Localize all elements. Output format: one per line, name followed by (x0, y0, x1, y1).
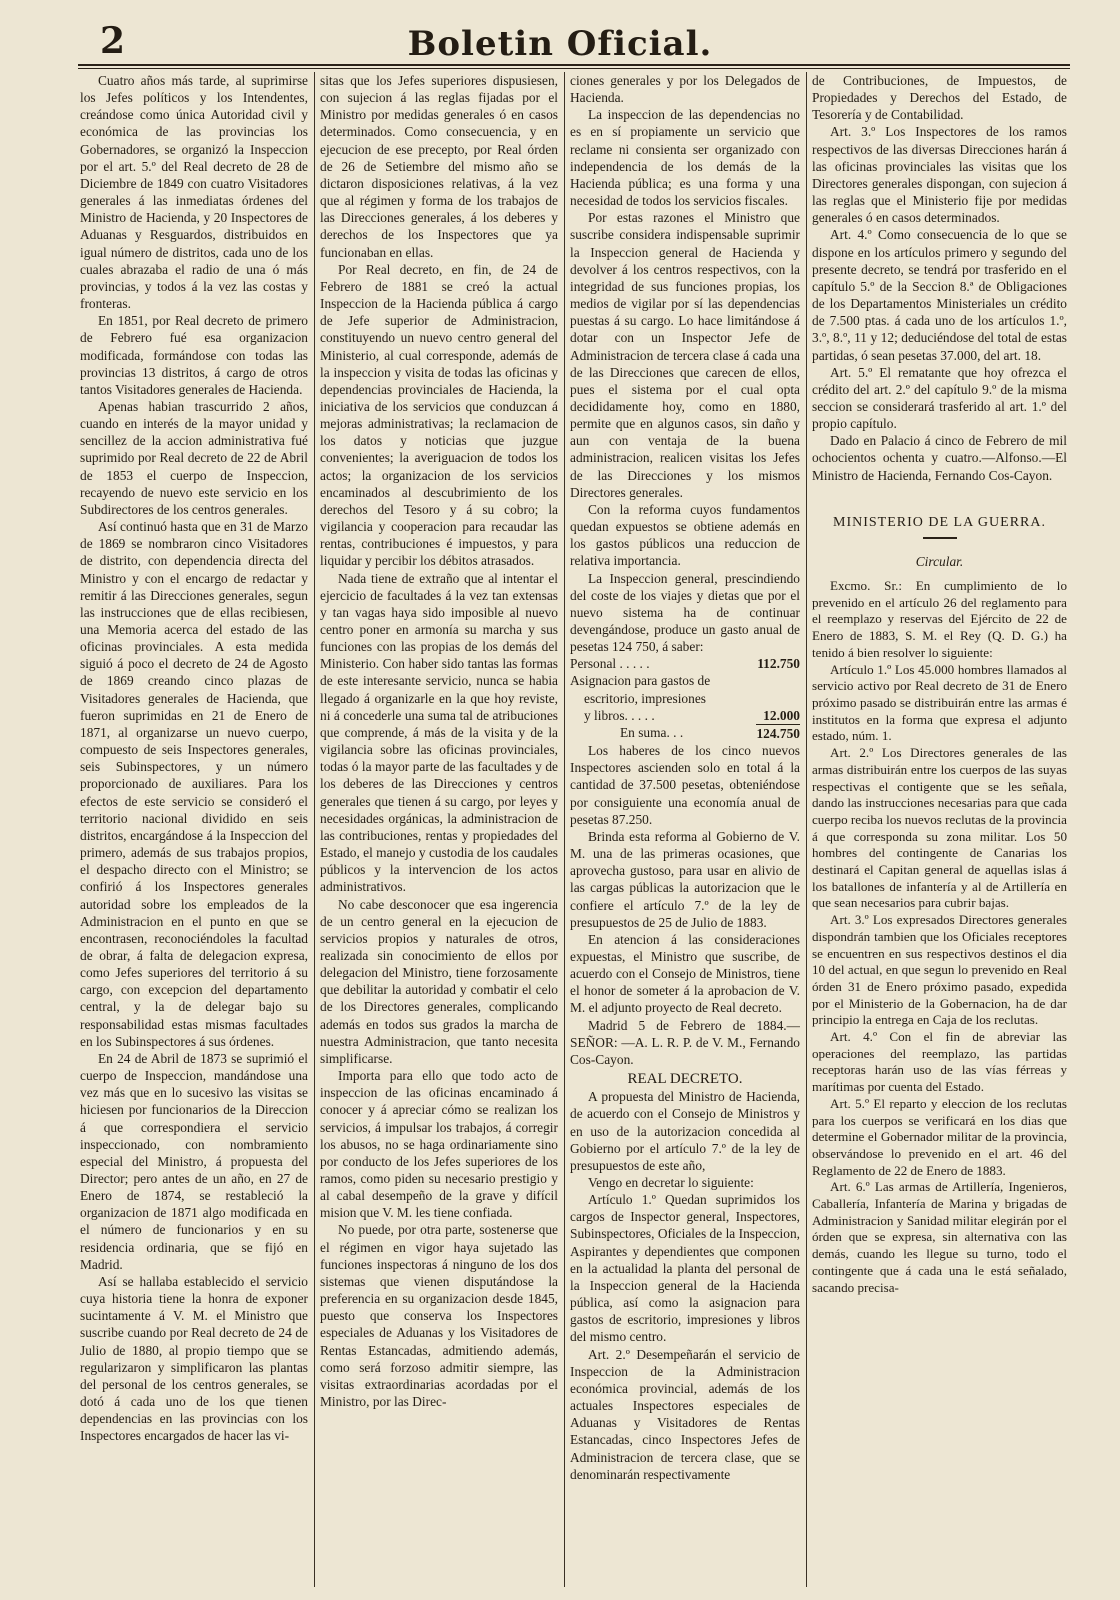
ledger-row (570, 707, 800, 724)
paragraph: Art. 5.º El reparto y eleccion de los reclutas para los cuerpos se verificará en los dias que determine el Gobernador militar de la provincia, observándose lo prevenido en el art. 46 del Reglamento de 22 de Enero de 1883. (812, 1095, 1067, 1178)
ledger-label: y libros. . . . . (584, 707, 655, 723)
paragraph: Importa para ello que todo acto de inspeccion de las oficinas encaminado á conocer y á apreciar cómo se realizan los servicios, á impulsar los trabajos, á corregir los abusos, no se haga ordinariamente sino por conducto de los Jefes superiores de los ramos, como piden su necesario prestigio y al cabal desempeño de la grave y difícil mision que V. M. les tiene confiada. (320, 1068, 558, 1221)
paragraph: Así continuó hasta que en 31 de Marzo de 1869 se nombraron cinco Visitadores de distrito, con dependencia directa del Ministro y con el encargo de redactar y remitir á las Direcciones generales, segun las instrucciones que de ellas recibiesen, una Memoria acerca del estado de las oficinas provinciales. A esta medida siguió á poco el decreto de 24 de Agosto de 1869 creando cinco plazas de Visitadores generales de Hacienda, que fueron suprimidas en 21 de Enero de 1871, al organizarse un nuevo cuerpo, compuesto de seis Inspectores generales, seis Subinspectores, y un número proporcionado de auxiliares. Para los efectos de este servicio se consideró el territorio nacional dividido en seis distritos, encargándose á la Inspeccion del primero, además de sus trabajos propios, el despacho directo con el Ministro; se confirió á los Inspectores generales autoridad sobre los empleados de la Administracion en el punto en que se encontrasen, reconociéndoles la facultad de obrar, á falta de delegacion expresa, como Jefes superiores del territorio á su cargo, con excepcion del departamento central, y la de delegar bajo su responsabilidad estas mismas facultades en los Subinspectores á sus órdenes. (80, 519, 308, 1049)
paragraph: Apenas habian trascurrido 2 años, cuando en interés de la mayor unidad y sencillez de la accion administrativa fué suprimido por Real decreto de 22 de Abril de 1853 el cuerpo de Inspeccion, recayendo de nuevo este servicio en los Subdirectores de los centros generales. (80, 398, 308, 517)
ledger-total-row (570, 724, 800, 742)
paragraph: Madrid 5 de Febrero de 1884.—SEÑOR: —A. L. R. P. de V. M., Fernando Cos-Cayon. (570, 1017, 800, 1067)
paragraph: La inspeccion de las dependencias no es en sí propiamente un servicio que reclame ni consienta ser organizado con independencia de los demás de la Hacienda pública; es una forma y una necesidad de todos los servicios fiscales. (570, 107, 800, 209)
paragraph: de Contribuciones, de Impuestos, de Propiedades y Derechos del Estado, de Tesorería y de Contabilidad. (812, 73, 1067, 123)
paragraph: No puede, por otra parte, sostenerse que el régimen en vigor haya sujetado las funciones inspectoras á ninguno de los dos sistemas que vienen disputándose la preferencia en su organizacion desde 1845, puesto que conserva los Inspectores especiales de Aduanas y los Visitadores de Rentas Estancadas, admitiendo además, como será forzoso admitir siempre, las visitas extraordinarias acordadas por el Ministro, por las Direc- (320, 1222, 558, 1410)
column-3 (570, 72, 800, 1592)
paragraph: Art. 2.º Desempeñarán el servicio de Inspeccion de la Administracion económica provincial, además de los actuales Inspectores especiales de Aduanas y Visitadores de Rentas Estancadas, cinco Inspectores Jefes de Administracion de tercera clase, que se denominarán respectivamente (570, 1346, 800, 1482)
circular-label: Circular. (915, 553, 964, 569)
paragraph: Dado en Palacio á cinco de Febrero de mil ochocientos ochenta y cuatro.—Alfonso.—El Ministro de Hacienda, Fernando Cos-Cayon. (812, 433, 1067, 483)
paragraph: La Inspeccion general, prescindiendo del coste de los viajes y dietas que por el nuevo sistema ha de continuar devengándose, produce un gasto anual de pesetas 124 750, á saber: (570, 570, 800, 655)
ledger-label: En suma. . . (620, 724, 684, 740)
paragraph: Así se hallaba establecido el servicio cuya historia tiene la honra de exponer sucintamente á V. M. el Ministro que suscribe cuando por Real decreto de 24 de Julio de 1880, al propio tiempo que se regularizaron y simplificaron las plantas del personal de los centros generales, se dotó á cada uno de los que tienen dependencias en las provincias con los Inspectores encargados de hacer las vi- (80, 1273, 308, 1444)
paragraph: Cuatro años más tarde, al suprimirse los Jefes políticos y los Intendentes, creándose como única Autoridad civil y económica de las provincias los Gobernadores, se organizó la Inspeccion por el art. 5.º del Real decreto de 28 de Diciembre de 1849 con cuatro Visitadores generales á las inmediatas órdenes del Ministro de Hacienda, y 20 Inspectores de Aduanas y Resguardos, distribuidos en igual número de distritos, cada uno de los cuales abrazaba el radio de una ó más provincias, y todos á la vez las costas y fronteras. (80, 73, 308, 312)
page-number: 2 (100, 20, 126, 62)
paragraph: Art. 5.º El rematante que hoy ofrezca el crédito del art. 2.º del capítulo 9.º de la misma seccion se considerará trasferido al art. 1.º del propio capítulo. (812, 364, 1067, 432)
paragraph: Por Real decreto, en fin, de 24 de Febrero de 1881 se creó la actual Inspeccion de la Hacienda pública á cargo de Jefe superior de Administracion, constituyendo un nuevo centro general del Ministerio, al cual corresponde, además de la inspeccion y visita de todas las oficinas y dependencias provinciales de Hacienda, la iniciativa de los servicios que conduzcan á mejoras administrativas; la reclamacion de los datos y noticias que juzgue convenientes; la averiguacion de todos los actos; la organizacion de los servicios encaminados al descubrimiento de los derechos del Tesoro y á su cobro; la vigilancia y cooperacion para recaudar las rentas, contribuciones é impuestos, y para liquidar y percibir los débitos atrasados. (320, 261, 558, 569)
paragraph: Excmo. Sr.: En cumplimiento de lo prevenido en el artículo 26 del reglamento para el reemplazo y reservas del Ejército de 22 de Enero de 1883, S. M. el Rey (Q. D. G.) ha tenido á bien resolver lo siguiente: (812, 578, 1067, 660)
paragraph: En 24 de Abril de 1873 se suprimió el cuerpo de Inspeccion, mandándose una vez más que en lo sucesivo las visitas se hiciesen por funcionarios de la Direccion á que correspondiera el servicio inspeccionado, con nombramiento especial del Ministro, á propuesta del Director; pero antes de un año, en 27 de Enero de 1874, se restableció la organizacion de 1871 algo modificada en el número de funcionarios y en su residencia ordinaria, que se fijó en Madrid. (80, 1050, 308, 1272)
section-gap (812, 484, 1067, 500)
section-title: MINISTERIO DE LA GUERRA. (833, 514, 1046, 530)
column-1 (80, 72, 308, 1592)
header-rule-thin (78, 68, 1070, 69)
paragraph: Artículo 1.º Quedan suprimidos los cargos de Inspector general, Inspectores, Subinspectores, Oficiales de la Inspeccion, Aspirantes y dependientes que componen en la actualidad la planta del personal de la Inspeccion general de la Hacienda pública, así como la asignacion para gastos de escritorio, impresiones y libros del mismo centro. (570, 1192, 800, 1345)
ledger-label: Personal . . . . . (570, 656, 650, 672)
paragraph: Art. 4.º Con el fin de abreviar las operaciones del reemplazo, las partidas receptoras harán uso de las vías férreas y marítimas por cuenta del Estado. (812, 1029, 1067, 1095)
column-divider (314, 72, 315, 1587)
paragraph: ciones generales y por los Delegados de Hacienda. (570, 73, 800, 106)
column-divider (564, 72, 565, 1587)
paragraph: Artículo 1.º Los 45.000 hombres llamados al servicio activo por Real decreto de 31 de Enero próximo pasado se distribuirán entre las armas é institutos en la forma que expresa el adjunto estado, núm. 1. (812, 661, 1067, 744)
paragraph: sitas que los Jefes superiores dispusiesen, con sujecion á las reglas fijadas por el Ministro por medidas generales ó en casos determinados. Como consecuencia, y en ejecucion de ese precepto, por Real órden de 26 de Setiembre del mismo año se dictaron disposiciones relativas, á la vez que al régimen y forma de los trabajos de las Direcciones generales, á los deberes y derechos de los Inspectores que ya funcionaban en ellas. (320, 73, 558, 260)
ledger-label: escritorio, impresiones (584, 690, 706, 706)
section-rule (923, 537, 957, 539)
paragraph: Vengo en decretar lo siguiente: (588, 1175, 754, 1190)
ledger-row (570, 655, 800, 672)
paragraph: Con la reforma cuyos fundamentos quedan expuestos se obtiene además en los gastos públicos una reduccion de relativa importancia. (570, 501, 800, 569)
paragraph: Por estas razones el Ministro que suscribe considera indispensable suprimir la Inspeccion general de Hacienda y devolver á los centros respectivos, con la integridad de sus funciones propias, los medios de vigilar por sí las dependencias puestas á su cargo. Lo hace limitándose á dotar con un Inspector Jefe de Administracion de tercera clase á cada una de las Direcciones que carecen de ellos, pues el sistema por el cual opta decididamente hoy, como en 1880, permite que en algunos casos, sin daño y aun con ventaja de la buena administracion, realicen visitas los Jefes de las Direcciones y los mismos Directores generales. (570, 210, 800, 500)
paragraph: Art. 2.º Los Directores generales de las armas distribuirán entre los cuerpos de las suyas respectivas el contigente que se les señala, dando las instrucciones necesarias para que cada cuerpo reciba los nuevos reclutas de la provincia á que corresponda su zona militar. Los 50 hombres del contingente de Canarias los destinará el Capitan general de aquellas islas á los batallones de infantería y al de Artillería en que sean necesarios para cubrir bajas. (812, 745, 1067, 911)
paragraph: En atencion á las consideraciones expuestas, el Ministro que suscribe, de acuerdo con el Consejo de Ministros, tiene el honor de someter á la aprobacion de V. M. el adjunto proyecto de Real decreto. (570, 931, 800, 1016)
header-rule (78, 64, 1070, 66)
paragraph: Art. 3.º Los expresados Directores generales dispondrán tambien que los Oficiales receptores se encuentren en sus respectivos destinos el dia 10 del actual, en que segun lo prevenido en Real órden 31 de Enero próximo pasado, expedida por el Ministerio de la Gobernacion, ha de dar principio la entrega en Caja de los reclutas. (812, 912, 1067, 1028)
ledger-amount: 124.750 (756, 725, 800, 741)
paragraph: Art. 4.º Como consecuencia de lo que se dispone en los artículos primero y segundo del presente decreto, se tendrá por trasferido en el capítulo 5.º de la Seccion 8.ª de Obligaciones de los Departamentos Ministeriales un crédito de 7.500 ptas. á cada uno de los artículos 1.º, 3.º, 8.º, 11 y 12; deduciéndose del total de estas partidas, ó sean pesetas 37.000, del art. 18. (812, 227, 1067, 363)
decree-heading: REAL DECRETO. (627, 1071, 743, 1088)
paragraph: A propuesta del Ministro de Hacienda, de acuerdo con el Consejo de Ministros y en uso de la autorizacion concedida al Gobierno por el artículo 7.º de la ley de presupuestos de este año, (570, 1089, 800, 1173)
ledger-amount: 112.750 (757, 656, 800, 672)
newspaper-masthead: Boletin Oficial. (407, 24, 713, 64)
budget-ledger (570, 655, 800, 742)
paragraph: No cabe desconocer que esa ingerencia de un centro general en la ejecucion de servicios propios y naturales de otros, realizada sin conocimiento de ellos por delegacion del Ministro, tiene forzosamente que debilitar la autoridad y combatir el celo de los Directores generales, complicando además en todos sus grados la marcha de nuestra Administracion, que tanto necesita simplificarse. (320, 896, 558, 1066)
column-2 (320, 72, 558, 1592)
paragraph: Nada tiene de extraño que al intentar el ejercicio de facultades á la vez tan extensas y tan vagas haya sido imposible al nuevo centro poner en armonía su marcha y sus funciones con las propias de los demás del Ministerio. Con haber sido tantas las formas de este interesante servicio, nunca se habia llegado á organizarle en la que hoy reviste, ni á concederle una suma tal de atribuciones que comprende, á más de la visita y de la vigilancia sobre las oficinas provinciales, todas ó la mayor parte de las facultades y de los deberes de las Direcciones y centros generales que tienen á su cargo, por leyes y necesidades orgánicas, la administracion de las contribuciones, rentas y propiedades del Estado, el manejo y custodia de los caudales públicos y la intervencion de los actos administrativos. (320, 570, 558, 895)
column-4 (812, 72, 1067, 1592)
paragraph: Art. 3.º Los Inspectores de los ramos respectivos de las diversas Direcciones harán á las oficinas provinciales las visitas que los Directores generales dispongan, con sujecion á las reglas que el Ministerio fije por medidas generales ó en casos determinados. (812, 124, 1067, 226)
paragraph: Art. 6.º Las armas de Artillería, Ingenieros, Caballería, Infantería de Marina y brigadas de Administracion y Sanidad militar elegirán por el órden que se expresa, sin alternativa con las demás, cuando les llegue su turno, todo el contingente que á cada una le está señalado, sacando precisa- (812, 1179, 1067, 1295)
column-divider (806, 72, 807, 1587)
paragraph: Los haberes de los cinco nuevos Inspectores ascienden solo en total á la cantidad de 37.500 pesetas, obteniéndose por consiguiente una economía anual de pesetas 87.250. (570, 743, 800, 827)
ledger-amount: 12.000 (763, 707, 800, 723)
paragraph: Brinda esta reforma al Gobierno de V. M. una de las primeras ocasiones, que aprovecha gustoso, para usar en alivio de las cargas públicas la autorizacion que le confiere el artículo 7.º de la ley de presupuestos de 25 de Julio de 1883. (570, 828, 800, 930)
ledger-label: Asignacion para gastos de (570, 673, 711, 689)
paragraph: En 1851, por Real decreto de primero de Febrero fué esa organizacion modificada, formándose con todas las provincias 13 distritos, á cargo de otros tantos Visitadores generales de Hacienda. (80, 313, 308, 397)
